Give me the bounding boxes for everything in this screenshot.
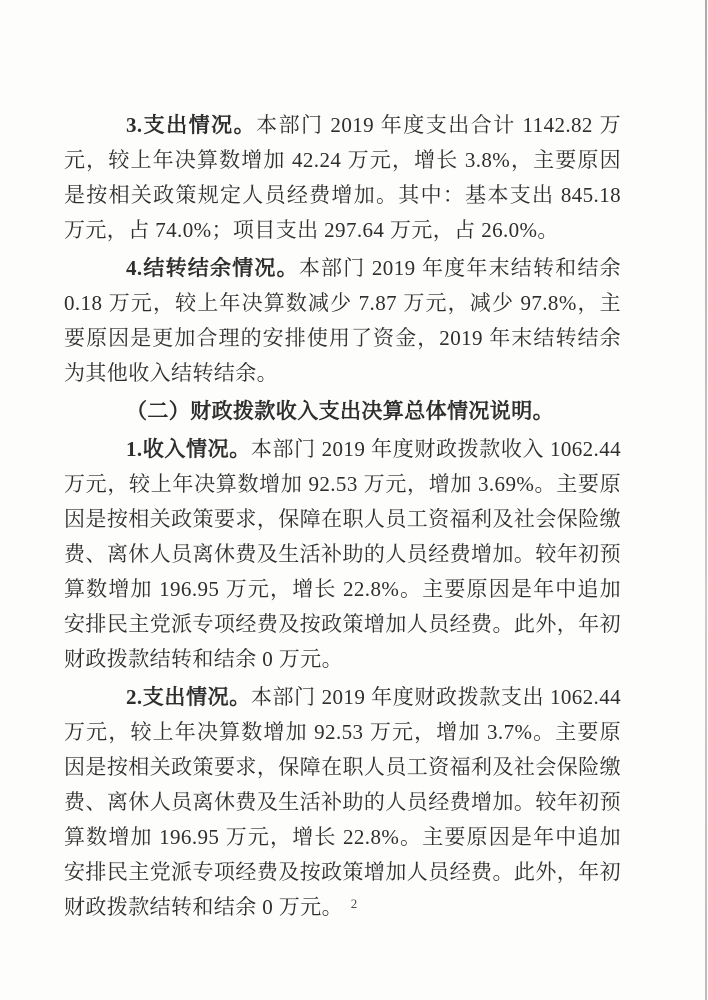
paragraph-fiscal-income [64,432,621,677]
paragraph-text: 本部门 2019 年度年末结转和结余 0.18 万元，较上年决算数减少 7.87 万元，减少 97.8%，主要原因是更加合理的安排使用了资金，2019 年末结转结余为其他收入结转结余。 [64,256,621,385]
paragraph-expenditure-overview [64,108,621,248]
scan-edge-line [705,0,707,1000]
section-heading-fiscal-appropriation [64,394,621,429]
paragraph-text: 本部门 2019 年度财政拨款收入 1062.44 万元，较上年决算数增加 92.53 万元，增加 3.69%。主要原因是按相关政策要求，保障在职人员工资福利及社会保险缴费、离休人员离休费及生活补助的人员经费增加。较年初预算数增加 196.95 万元，增长 22.8%。主要原因是年中追加安排民主党派专项经费及按政策增加人员经费。此外，年初财政拨款结转和结余 0 万元。 [64,437,621,671]
section-heading-text: （二）财政拨款收入支出决算总体情况说明。 [126,399,554,423]
paragraph-fiscal-expenditure [64,680,621,925]
paragraph-lead: 4.结转结余情况。 [126,256,299,280]
paragraph-carryover-balance [64,251,621,391]
paragraph-lead: 1.收入情况。 [126,437,251,461]
paragraph-lead: 2.支出情况。 [126,685,251,709]
paragraph-text: 本部门 2019 年度支出合计 1142.82 万元，较上年决算数增加 42.24 万元，增长 3.8%，主要原因是按相关政策规定人员经费增加。其中：基本支出 845.18 万元，占 74.0%；项目支出 297.64 万元，占 26.0%。 [64,113,621,242]
page-number: 2 [350,896,358,911]
paragraph-lead: 3.支出情况。 [126,113,257,137]
document-body [64,108,621,928]
paragraph-text: 本部门 2019 年度财政拨款支出 1062.44 万元，较上年决算数增加 92.53 万元，增加 3.7%。主要原因是按相关政策要求，保障在职人员工资福利及社会保险缴费、离休人员离休费及生活补助的人员经费增加。较年初预算数增加 196.95 万元，增长 22.8%。主要原因是年中追加安排民主党派专项经费及按政策增加人员经费。此外，年初财政拨款结转和结余 0 万元。 [64,685,621,919]
